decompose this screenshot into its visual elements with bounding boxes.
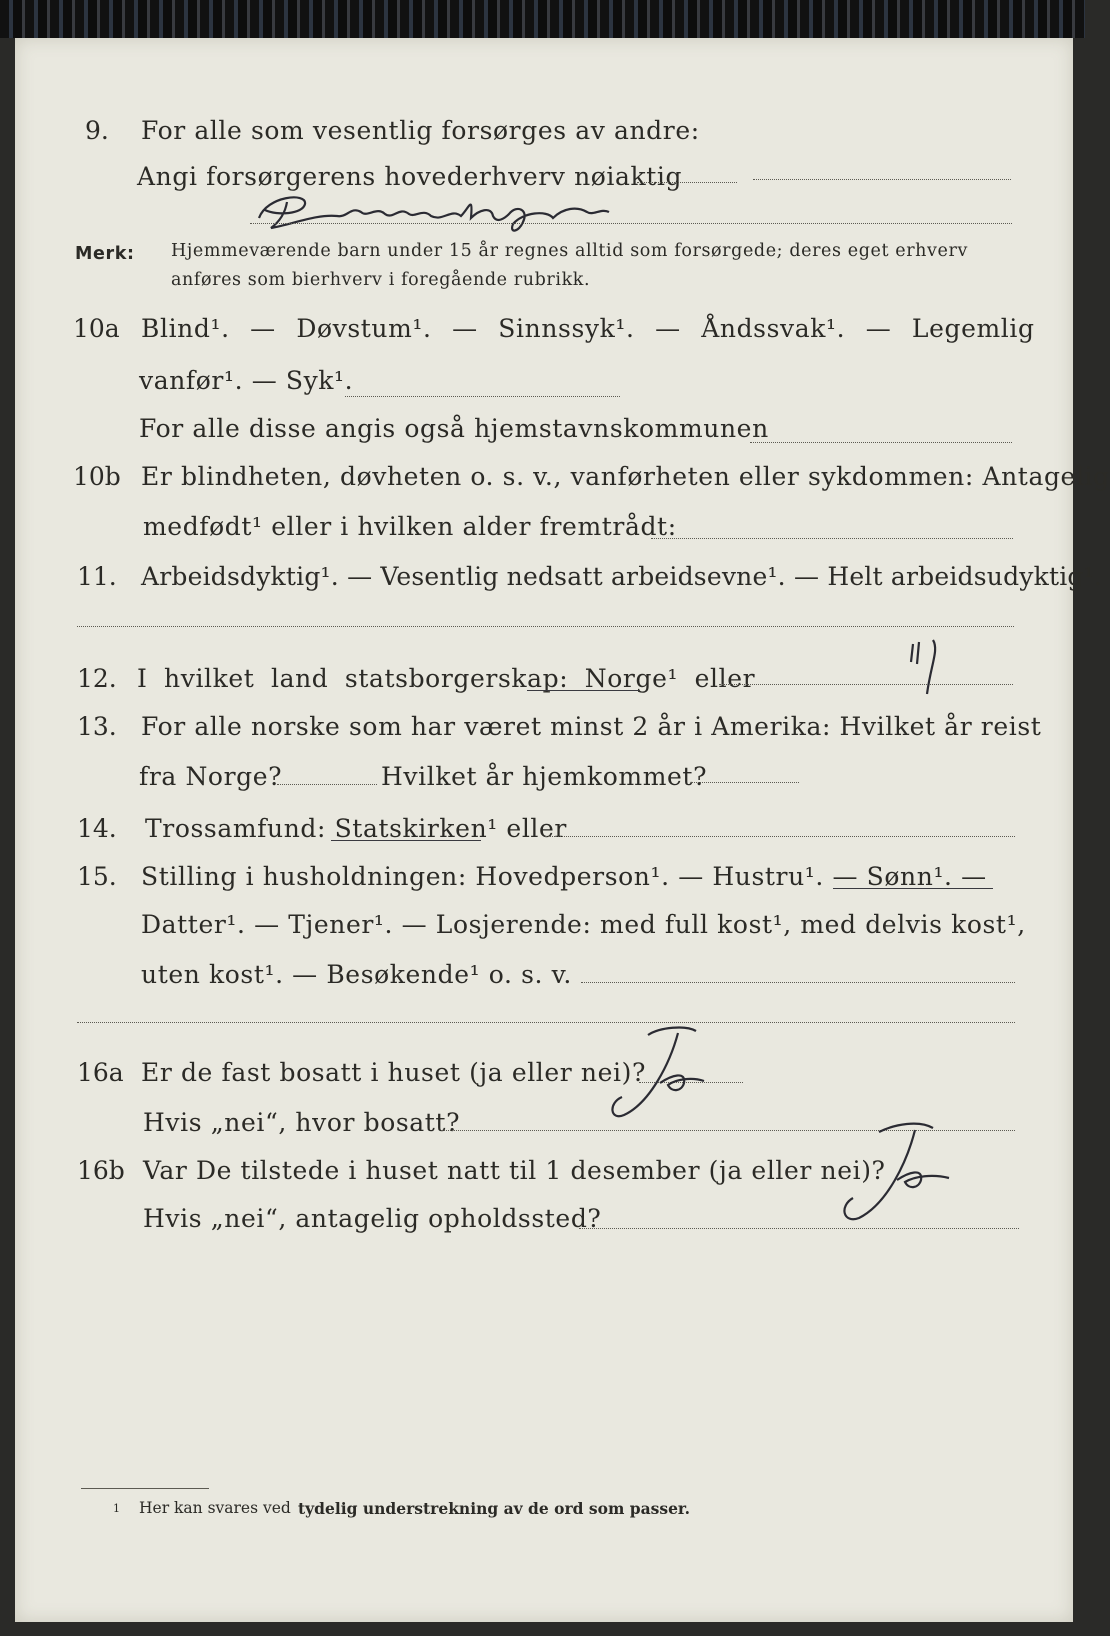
q13-line2a: fra Norge? (139, 762, 283, 791)
q16a-number: 16a (77, 1058, 124, 1087)
q10a-line3: For alle disse angis også hjemstavnskommunen (139, 414, 769, 443)
q13-reist-field (277, 784, 377, 785)
q10a-hjemstavn-field (750, 442, 1012, 443)
q12-line1: I hvilket land statsborgerskap: Norge¹ eller (137, 664, 756, 693)
q10a-number: 10a (73, 314, 120, 343)
q9-handwritten-answer (247, 188, 635, 236)
q16a-line1: Er de fast bosatt i huset (ja eller nei)? (141, 1058, 646, 1087)
q11-line1: Arbeidsdyktig¹. — Vesentlig nedsatt arbeidsevne¹. — Helt arbeidsudyktig¹. (141, 562, 1102, 591)
q15-line2: Datter¹. — Tjener¹. — Losjerende: med full kost¹, med delvis kost¹, (141, 910, 1026, 939)
q10a-syk-field (345, 396, 620, 397)
footnote-mark: 1 (113, 1502, 120, 1515)
q15-besokende-field (581, 982, 1015, 983)
q10a-line2: vanfør¹. — Syk¹. (139, 366, 354, 395)
q15-line3: uten kost¹. — Besøkende¹ o. s. v. (141, 960, 572, 989)
q15-separator-line (77, 1022, 1015, 1023)
merk-line1: Hjemmeværende barn under 15 år regnes alltid som forsørgede; deres eget erhverv (171, 241, 968, 261)
q16b-number: 16b (77, 1156, 125, 1185)
q9-line2: Angi forsørgerens hovederhverv nøiaktig (137, 162, 683, 191)
q12-eller-field (719, 684, 1013, 685)
q13-number: 13. (77, 712, 117, 741)
svg-text:Ja: Ja (600, 1023, 601, 1024)
census-form-page (15, 38, 1110, 1622)
q13-hjemkommet-field (691, 782, 799, 783)
q12-norge-underline (527, 690, 639, 691)
q13-line1: For alle norske som har været minst 2 år i Amerika: Hvilket år reist (141, 712, 1042, 741)
q11-separator-line (77, 626, 1014, 627)
q10b-line2: medfødt¹ eller i hvilken alder fremtrådt: (143, 512, 677, 541)
q10b-line1: Er blindheten, døvheten o. s. v., vanførheten eller sykdommen: Antagelig (141, 462, 1110, 491)
svg-text:Ja: Ja (823, 1118, 824, 1119)
scan-top-edge (0, 0, 1085, 38)
q14-number: 14. (77, 814, 117, 843)
q10b-alder-field (651, 538, 1013, 539)
q15-number: 15. (77, 862, 117, 891)
merk-line2: anføres som bierhverv i foregående rubrikk. (171, 270, 591, 290)
footnote-bold-span: tydelig understrekning av de ord som passer. (298, 1499, 691, 1518)
svg-text:Tømmerhjører: Tømmerhjører (627, 234, 635, 235)
q10a-line1: Blind¹. — Døvstum¹. — Sinnssyk¹. — Åndssvak¹. — Legemlig (141, 314, 1035, 343)
q15-line1: Stilling i husholdningen: Hovedperson¹. — Hustru¹. — Sønn¹. — (141, 862, 987, 891)
footnote-text-bold (298, 1499, 690, 1518)
footnote-text-plain: Her kan svares ved (139, 1499, 291, 1517)
q15-sonn-underline (833, 888, 993, 889)
q9-number: 9. (85, 116, 109, 145)
q13-line2b: Hvilket år hjemkommet? (381, 762, 708, 791)
q14-eller-field (545, 836, 1015, 837)
q12-number: 12. (77, 664, 117, 693)
merk-label: Merk: (75, 244, 135, 264)
q14-statskirken-underline (331, 840, 481, 841)
q16a-line2: Hvis „nei“, hvor bosatt? (143, 1108, 461, 1137)
q16b-opholdssted-field (579, 1228, 1019, 1229)
footnote-rule (81, 1488, 209, 1489)
q11-number: 11. (77, 562, 117, 591)
q10b-number: 10b (73, 462, 121, 491)
q9-dotted-field-2 (753, 179, 1011, 180)
q9-dotted-field (637, 182, 737, 183)
q16a-handwritten-answer (600, 1023, 720, 1123)
q16b-line1: Var De tilstede i huset natt til 1 desember (ja eller nei)? (143, 1156, 886, 1185)
q16b-handwritten-answer (823, 1118, 963, 1228)
q9-answer-line (250, 223, 1012, 224)
q12-handwritten-mark (905, 636, 945, 698)
q14-line1: Trossamfund: Statskirken¹ eller (145, 814, 567, 843)
q16b-line2: Hvis „nei“, antagelig opholdssted? (143, 1204, 602, 1233)
q9-line1: For alle som vesentlig forsørges av andre: (141, 116, 700, 145)
